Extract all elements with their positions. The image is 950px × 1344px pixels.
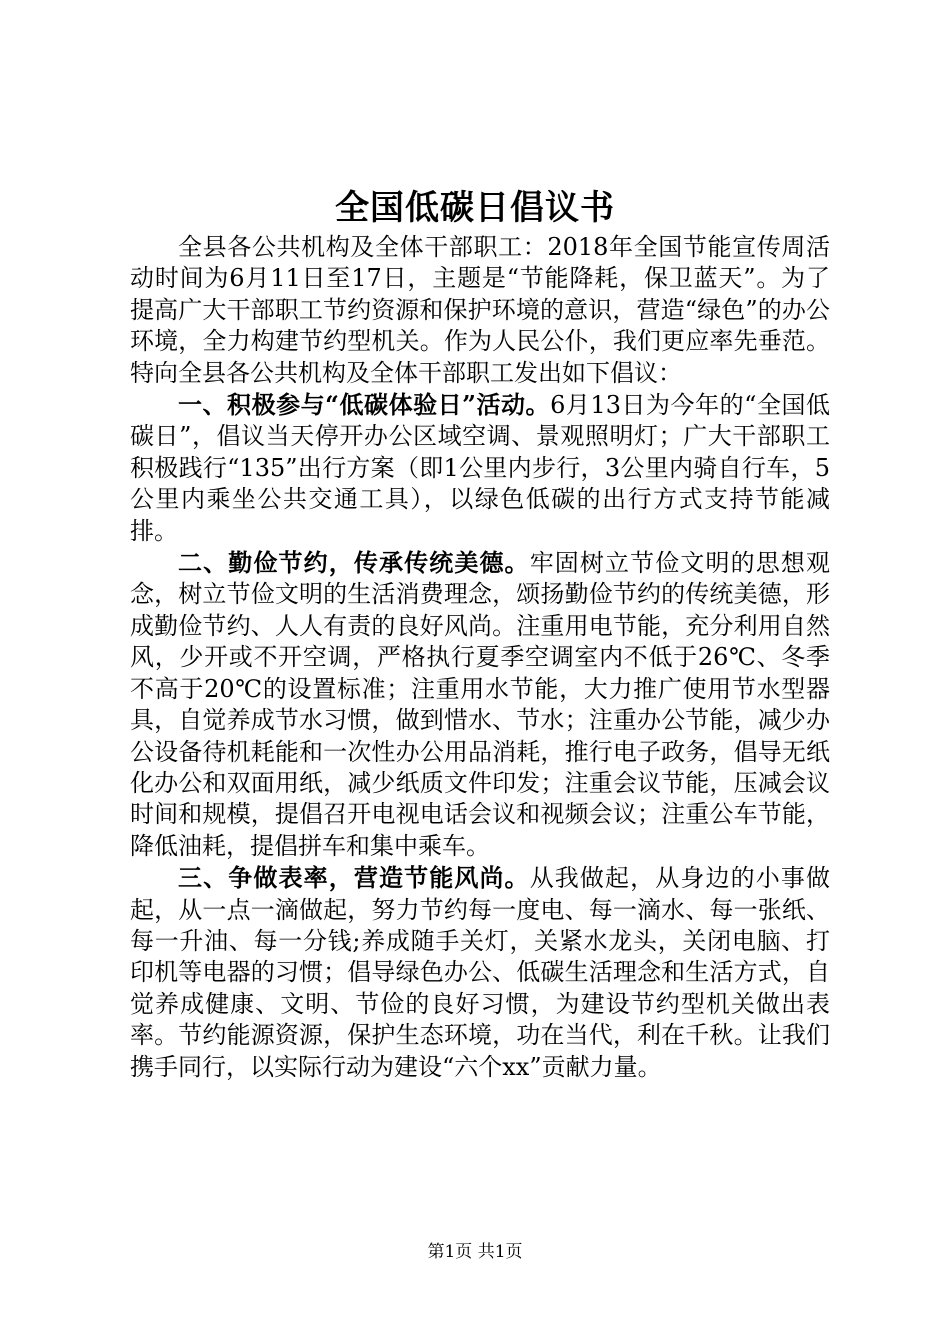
intro-paragraph: 全县各公共机构及全体干部职工：2018年全国节能宣传周活动时间为6月11日至17日，主题是“节能降耗，保卫蓝天”。为了提高广大干部职工节约资源和保护环境的意识，营造“绿色”的办公环境，全力构建节约型机关。作为人民公仆，我们更应率先垂范。特向全县各公共机构及全体干部职工发出如下倡议： <box>130 233 830 387</box>
document-title: 全国低碳日倡议书 <box>335 188 615 228</box>
section-paragraph-2 <box>130 547 830 862</box>
page-number-footer: 第1页 共1页 <box>427 1242 523 1262</box>
section-heading-2: 二、勤俭节约，传承传统美德。 <box>178 548 530 578</box>
section-paragraph-3 <box>130 862 830 1083</box>
section-text-3: 从我做起，从身边的小事做起，从一点一滴做起，努力节约每一度电、每一滴水、每一张纸、每一升油、每一分钱;养成随手关灯，关紧水龙头，关闭电脑、打印机等电器的习惯；倡导绿色办公、低碳生活理念和生活方式，自觉养成健康、文明、节俭的良好习惯，为建设节约型机关做出表率。节约能源资源，保护生态环境，功在当代，利在千秋。让我们携手同行，以实际行动为建设“六个xx”贡献力量。 <box>130 864 831 1081</box>
section-heading-1: 一、积极参与“低碳体验日”活动。 <box>178 390 551 420</box>
section-paragraph-1 <box>130 389 830 547</box>
section-text-2: 牢固树立节俭文明的思想观念，树立节俭文明的生活消费理念，颂扬勤俭节约的传统美德，形成勤俭节约、人人有责的良好风尚。注重用电节能，充分利用自然风，少开或不开空调，严格执行夏季空调室内不低于26℃、冬季不高于20℃的设置标准；注重用水节能，大力推广使用节水型器具，自觉养成节水习惯，做到惜水、节水；注重办公节能，减少办公设备待机耗能和一次性办公用品消耗，推行电子政务，倡导无纸化办公和双面用纸，减少纸质文件印发；注重会议节能，压减会议时间和规模，提倡召开电视电话会议和视频会议；注重公车节能，降低油耗，提倡拼车和集中乘车。 <box>130 549 831 860</box>
section-text-1: 6月13日为今年的“全国低碳日”，倡议当天停开办公区域空调、景观照明灯；广大干部职工积极践行“135”出行方案（即1公里内步行，3公里内骑自行车，5公里内乘坐公共交通工具），以绿色低碳的出行方式支持节能减排。 <box>130 391 831 545</box>
document-body <box>130 232 830 1083</box>
section-heading-3: 三、争做表率，营造节能风尚。 <box>178 863 530 893</box>
